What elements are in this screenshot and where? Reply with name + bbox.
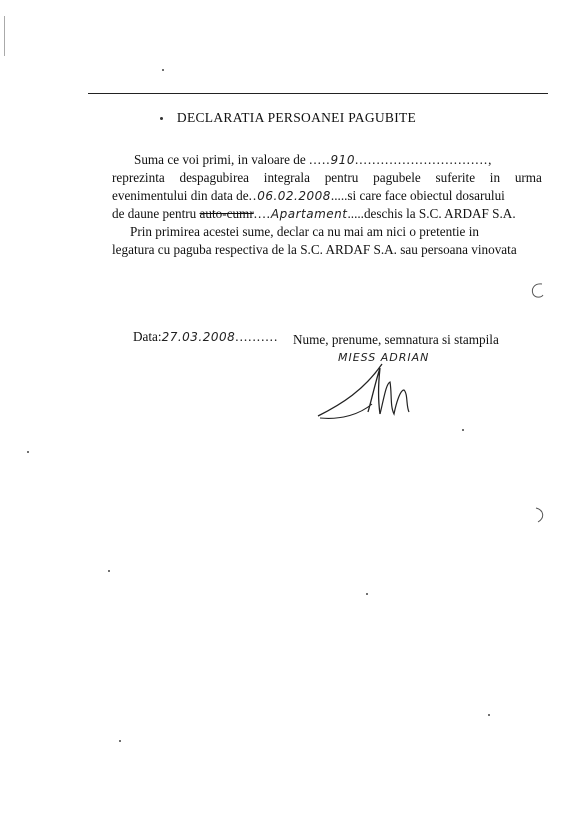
paragraph-2-text-1: Prin primirea acestei sume, declar ca nu mai am nici o pretentie in	[130, 224, 479, 239]
paragraph-2-line-1	[130, 224, 479, 240]
word: urma	[514, 170, 542, 185]
title-text: DECLARATIA PERSOANEI PAGUBITE	[176, 110, 417, 125]
speck	[488, 714, 490, 716]
punch-hole-mark	[532, 505, 548, 525]
paragraph-2-line-2	[112, 242, 517, 258]
event-date-handwritten: 06.02.2008	[257, 189, 331, 203]
date-label: Data:	[133, 329, 162, 344]
damage-type-suffix: .....deschis la S.C. ARDAF S.A.	[347, 206, 516, 221]
word: in	[489, 170, 501, 185]
signature-scrawl	[312, 360, 422, 424]
word: despagubirea	[179, 170, 250, 185]
edge-mark	[4, 16, 5, 56]
speck	[119, 740, 121, 742]
speck	[162, 69, 164, 71]
paragraph-2-text-2: legatura cu paguba respectiva de la S.C. ARDAF S.A. sau persoana vinovata	[112, 242, 517, 257]
word: pentru	[324, 170, 359, 185]
paragraph-1-line-1	[134, 152, 492, 168]
signature-label-text: Nume, prenume, semnatura si stampila	[293, 332, 499, 347]
damage-type-dots: ....	[253, 206, 271, 221]
header-rule	[88, 93, 548, 94]
date-value-handwritten: 27.03.2008	[161, 330, 236, 344]
word: reprezinta	[112, 170, 165, 185]
speck	[366, 593, 368, 595]
word: suferite	[435, 170, 476, 185]
paragraph-1-line-4	[112, 206, 516, 222]
suma-value-handwritten: 910	[330, 153, 355, 167]
bullet-mark	[160, 117, 163, 120]
damage-type-label: de daune pentru	[112, 206, 197, 221]
suma-dots-after: ...............................,	[354, 152, 493, 167]
punch-hole-mark	[528, 281, 548, 301]
word: pagubele	[373, 170, 421, 185]
word: integrala	[263, 170, 310, 185]
paragraph-1-line-3	[112, 188, 505, 204]
damage-type-handwritten: Apartament	[270, 207, 348, 221]
suma-label: Suma ce voi primi, in valoare de	[134, 152, 306, 167]
paragraph-1-line-2	[112, 170, 542, 186]
signature-label	[293, 332, 499, 348]
document-title	[0, 110, 576, 126]
suma-dots-before: .....	[309, 152, 331, 167]
date-field	[133, 329, 278, 345]
event-date-label: evenimentului din data de	[112, 188, 249, 203]
speck	[27, 451, 29, 453]
event-date-dots: ..	[248, 188, 258, 203]
speck	[462, 429, 464, 431]
signature-name-handwritten: MIESS ADRIAN	[338, 351, 430, 364]
speck	[108, 570, 110, 572]
event-date-suffix: .....si care face obiectul dosarului	[330, 188, 505, 203]
struck-text: auto-cumr	[199, 206, 254, 221]
date-dots: ..........	[235, 329, 279, 344]
